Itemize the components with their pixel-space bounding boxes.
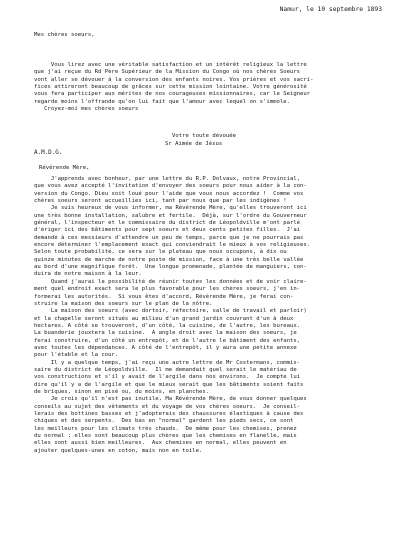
letter1-body <box>34 62 372 113</box>
letter1-line: fices attireront beaucoup de grâces sur cette mission lointaine. Votre générosité <box>34 84 307 91</box>
letter2-line: saire du district de Léopoldville. Il me demandait quel serait le matériau de <box>34 366 297 373</box>
letter2-line: Je crois qu'il n'est pas inutile, Ma Révérende Mère, de vous donner quelques <box>34 396 307 403</box>
letter2-line: La buanderie jouxtera la cuisine. A angle droit avec la maison des soeurs, je <box>34 330 297 337</box>
letter2-line: d'ériger ici des bâtiments pour sept soeurs et deux cents petites filles. J'ai <box>34 227 301 234</box>
letter1-line: vous fera participer aux mérites de nos courageuses missionnaires, car le Seigneur <box>34 91 311 98</box>
letter2-line: et la chapelle seront situés au milieu d'un grand jardin couvrant d'un à deux <box>34 315 294 322</box>
dateline: Namur, le 10 septembre 1893 <box>279 6 382 13</box>
letter2-line: les meilleurs pour les climats très chauds. De même pour les chemises, prenez <box>34 425 297 432</box>
letter2-line: version du Congo. Dieu soit loué pour l'aide que vous nous accordez ! Comme vos <box>34 190 304 197</box>
letter2-line: ajouter quelques-unes en coton, mais non en toile. <box>34 447 203 454</box>
letter2-line: lerais des bottines basses et j'adopterais des chaussures élastiques à cause des <box>34 411 304 417</box>
letter2-line: dire qu'il y a de l'argile et que le mieux serait que les bâtiments soient faits <box>34 381 304 388</box>
letter2-header: A.M.D.G. <box>34 150 63 156</box>
letter2-line: Selon toute probabilité, ce sera sur le plateau que nous occupons, à dix ou <box>34 249 287 256</box>
letter2-line: Quand j'aurai la possibilité de réunir toutes les données et de voir claire- <box>34 278 307 285</box>
letter2-line: conseils au sujet des vêtements et du voyage de vos chères soeurs. Je conseil- <box>34 403 301 410</box>
letter1-signature: Sr Aimée de Jésus <box>165 141 223 147</box>
letter2-line: chiques et des serpents. Des bas en "normal" gardent les pieds secs, ce sont <box>34 418 294 425</box>
letter1-closing: Votre toute dévouée <box>172 133 236 139</box>
letter1-greeting: Mes chères soeurs, <box>34 32 95 38</box>
letter2-line: vos constructions et s'il y avait de l'argile dans nos environs. Je compte lui <box>34 374 301 381</box>
letter2-line: chères soeurs seront accueillies ici, tant par nous que par les indigènes ! <box>34 198 287 205</box>
letter2-line: struire la maison des soeurs sur le plan de la nôtre. <box>34 300 213 307</box>
letter2-line: quinze minutes de marche de notre poste de mission, face à une très belle vallée <box>34 256 304 263</box>
letter2-line: ment quel endroit exact sera le plus favorable pour les chères soeurs, j'en in- <box>34 286 301 293</box>
letter2-line: pour l'étable et la cour. <box>34 352 119 359</box>
letter2-line: duira de notre maison à la leur. <box>34 271 142 278</box>
letter2-line: demandé à ces messieurs d'attendre un peu de temps, parce que je ne pourrais pas <box>34 234 304 241</box>
letter2-line: ferai construire, d'un côté un entrepôt, et de l'autre le bâtiment des enfants, <box>34 337 301 344</box>
letter2-line: encore déterminer l'emplacement exact qui conviendrait le mieux à vos religieuses. <box>34 242 311 249</box>
letter1-line: vont aller se dévouer à la conversion des enfants noires. Vos prières et vos sacri- <box>34 76 314 83</box>
letter2-line: de briques, sinon en pisé ou, du moins, en planches. <box>34 388 210 395</box>
letter2-line: elles sont aussi bien meilleures. Aux chemises en normal, elles peuvent en <box>34 440 287 447</box>
letter1-line: Vous lirez avec une véritable satisfaction et un intérêt religieux la lettre <box>34 62 307 68</box>
letter2-line: La maison des soeurs (avec dortoir, réfectoire, salle de travail et parloir) <box>34 308 307 315</box>
letter2-line: du normal ; elles sont beaucoup plus chères que les chemises en flanelle, mais <box>34 433 297 440</box>
letter2-line: une très bonne installation, salubre et fertile. Déjà, sur l'ordre du Gouverneur <box>34 212 307 219</box>
letter2-line: hectares. A côté se trouveront, d'un côté, la cuisine, de l'autre, les bureaux. <box>34 322 301 329</box>
letter1-line: regarde moins l'offrande qu'on lui fait que l'amour avec lequel on s'immole. <box>34 98 290 105</box>
letter1-line: que j'ai reçue du Rd Père Supérieur de la Mission du Congo où nos chères Soeurs <box>34 69 301 76</box>
letter2-line: formerai les autorités. Si vous êtes d'accord, Révérende Mère, je ferai con- <box>34 293 294 300</box>
letter2-line: Je suis heureux de vous informer, ma Révérende Mère, qu'elles trouveront ici <box>34 205 307 212</box>
letter2-line: au bord d'une magnifique forêt. Une longue promenade, plantée de manguiers, con- <box>34 264 307 271</box>
letter1-line: Croyez-moi mes chères soeurs <box>34 106 139 113</box>
letter2-line: général, l'inspecteur et le commissaire du district de Léopoldville m'ont parlé <box>34 220 301 227</box>
letter2-line: Il y a quelque temps, j'ai reçu une autre lettre de Mr Costermans, commis- <box>34 359 301 366</box>
letter2-body <box>34 176 372 455</box>
letter2-salutation: Révérende Mère, <box>39 165 90 171</box>
letter2-line: J'apprends avec bonheur, par une lettre du R.P. Dolvaux, notre Provincial, <box>34 176 301 182</box>
letter2-line: que vous avez accepté l'invitation d'envoyer des soeurs pour nous aider à la con- <box>34 183 307 190</box>
letter2-line: avec toutes les dépendances. A côté de l'entrepôt, il y aura une petite annexe <box>34 344 297 351</box>
